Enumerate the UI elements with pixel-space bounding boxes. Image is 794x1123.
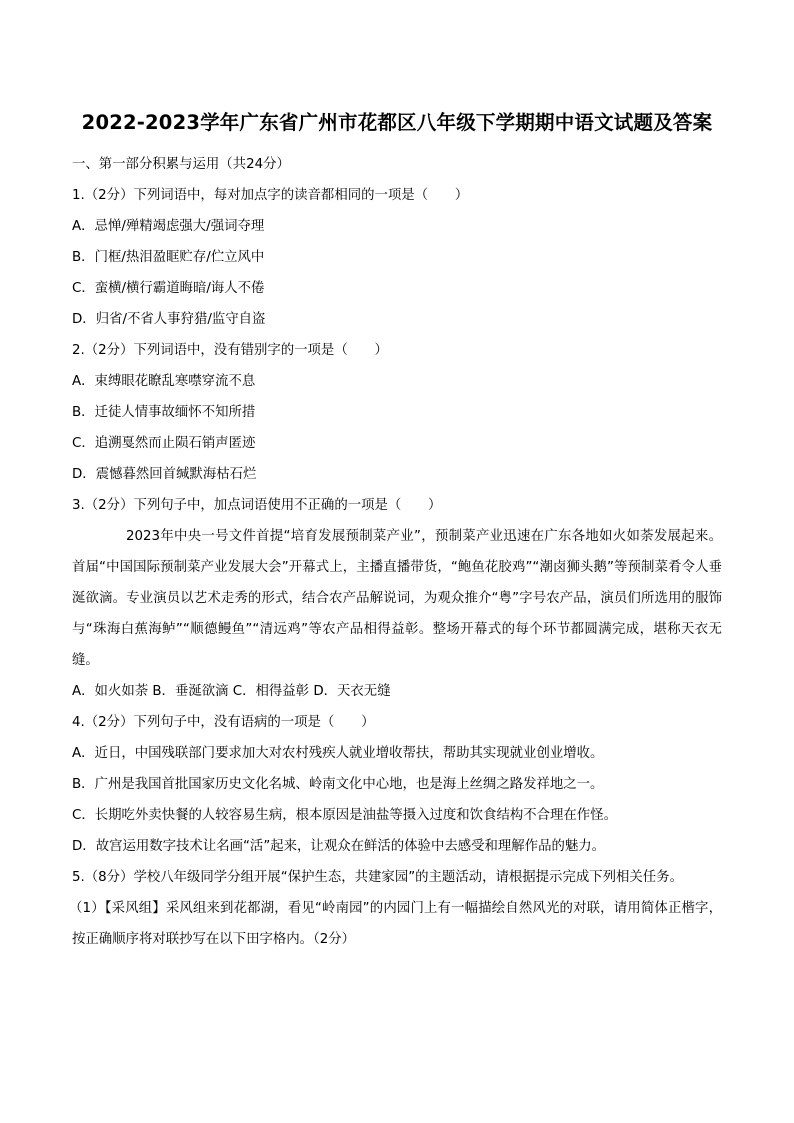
question-4-option-b: B．广州是我国首批国家历史文化名城、岭南文化中心地，也是海上丝绸之路发祥地之一。 [72, 777, 604, 792]
question-3-stem: 3.（2分）下列句子中，加点词语使用不正确的一项是（ ） [72, 498, 442, 513]
document-title: 2022-2023学年广东省广州市花都区八年级下学期期中语文试题及答案 [81, 111, 713, 134]
question-1-option-b: B．门框/热泪盈眶贮存/伫立风中 [72, 250, 265, 265]
question-2-option-d: D．震憾暮然回首缄默海枯石烂 [72, 467, 257, 482]
question-2-option-b: B．迁徒人情事故缅怀不知所措 [72, 405, 256, 420]
question-3-passage: 2023年中央一号文件首提“培育发展预制菜产业”，预制菜产业迅速在广东各地如火如荼发展起来。首届“中国国际预制菜产业发展大会”开幕式上，主播直播带货，“鲍鱼花胶鸡”“潮卤狮头鹅”等预制菜肴令人垂涎欲滴。专业演员以艺术走秀的形式，结合农产品解说词，为观众推介“粤”字号农产品，演员们所选用的服饰与“珠海白蕉海鲈”“顺德鳗鱼”“清远鸡”等农产品相得益彰。整场开幕式的每个环节都圆满完成，堪称天衣无缝。 [72, 529, 722, 668]
section-heading: 一、第一部分积累与运用（共24分） [72, 157, 290, 172]
question-2-option-a: A．束缚眼花瞭乱寒噤穿流不息 [72, 374, 256, 389]
question-1-stem: 1.（2分）下列词语中，每对加点字的读音都相同的一项是（ ） [72, 188, 469, 203]
question-5-stem: 5.（8分）学校八年级同学分组开展“保护生态，共建家园”的主题活动，请根据提示完成下列相关任务。 [72, 870, 683, 885]
question-1-option-c: C．蛮横/横行霸道晦暗/诲人不倦 [72, 281, 265, 296]
question-3-options: A．如火如荼 B．垂涎欲滴 C．相得益彰 D．天衣无缝 [72, 684, 391, 699]
document-body [69, 149, 722, 955]
question-4-option-c: C．长期吃外卖快餐的人较容易生病，根本原因是油盐等摄入过度和饮食结构不合理在作怪。 [72, 808, 617, 823]
question-1-option-a: A．忌惮/殚精竭虑强大/强词夺理 [72, 219, 265, 234]
question-4-stem: 4.（2分）下列句子中，没有语病的一项是（ ） [72, 715, 375, 730]
question-5-subtask-1: （1）【采风组】采风组来到花都湖，看见“岭南园”的内园门上有一幅描绘自然风光的对联，请用简体正楷字，按正确顺序将对联抄写在以下田字格内。（2分） [69, 901, 722, 947]
question-4-option-a: A．近日，中国残联部门要求加大对农村残疾人就业增收帮扶，帮助其实现就业创业增收。 [72, 746, 604, 761]
question-2-option-c: C．追溯戛然而止陨石销声匿迹 [72, 436, 256, 451]
question-2-stem: 2.（2分）下列词语中，没有错别字的一项是（ ） [72, 343, 388, 358]
question-1-option-d: D．归省/不省人事狩猎/监守自盗 [72, 312, 266, 327]
question-4-option-d: D．故宫运用数字技术让名画“活”起来，让观众在鲜活的体验中去感受和理解作品的魅力。 [72, 839, 606, 854]
